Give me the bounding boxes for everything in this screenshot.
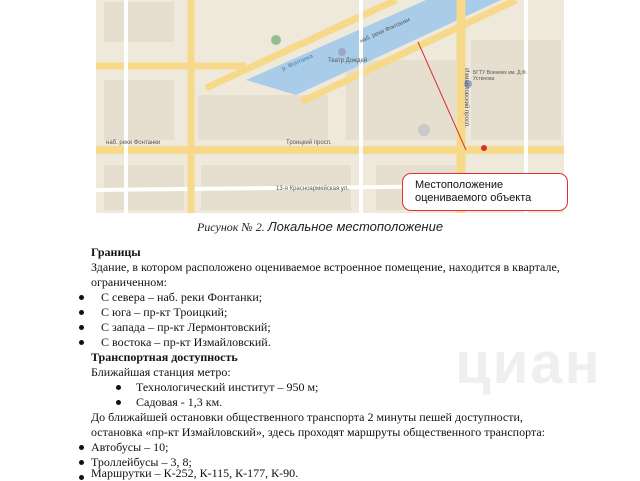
map-place-label: БГТУ Военмех им. Д.Ф. Устинова (473, 70, 528, 82)
route-item: Троллейбусы – 3, 8; (91, 455, 192, 469)
borders-intro: ограниченном: (91, 275, 167, 289)
caption-title: Локальное местоположение (267, 219, 444, 234)
route-item: Автобусы – 10; (91, 440, 169, 454)
border-item: С юга – пр-кт Троицкий; (101, 305, 228, 319)
borders-intro: Здание, в котором расположено оцениваемое встроенное помещение, находится в квартале, (91, 260, 560, 274)
callout-line: оцениваемого объекта (415, 192, 532, 204)
caption-number: Рисунок № 2. (196, 220, 265, 234)
route-item: Маршрутки – К-252, К-115, К-177, К-90. (91, 466, 299, 480)
watermark: циан (455, 331, 602, 396)
border-item: С запада – пр-кт Лермонтовский; (101, 320, 271, 334)
bullet-icon (116, 385, 121, 390)
transport-heading: Транспортная доступность (91, 350, 238, 364)
bullet-icon (79, 340, 84, 345)
bullet-icon (79, 475, 84, 480)
location-callout (402, 173, 568, 211)
bullet-icon (79, 460, 84, 465)
stop-text: До ближайшей остановки общественного транспорта 2 минуты пешей доступности, (91, 410, 523, 424)
bullet-icon (79, 310, 84, 315)
figure-caption (0, 219, 640, 235)
metro-intro: Ближайшая станция метро: (91, 365, 231, 379)
bullet-icon (79, 295, 84, 300)
bullet-icon (116, 400, 121, 405)
map-place-label: Театр Дождей (328, 58, 368, 64)
map-street-label: наб. реки Фонтанки (359, 17, 412, 45)
bullet-icon (79, 325, 84, 330)
metro-item: Технологический институт – 950 м; (136, 380, 319, 394)
border-item: С востока – пр-кт Измайловский. (101, 335, 271, 349)
map-water-label: р. Фонтанка (281, 53, 315, 73)
border-item: С севера – наб. реки Фонтанки; (101, 290, 263, 304)
metro-item: Садовая - 1,3 км. (136, 395, 223, 409)
borders-heading: Границы (91, 245, 141, 259)
bullet-icon (79, 445, 84, 450)
map-street-label: Троицкий просп. (286, 140, 332, 146)
map-street-label: Измайловский просп. (462, 68, 469, 128)
stop-text: остановка «пр-кт Измайловский», здесь проходят маршруты общественного транспорта: (91, 425, 545, 439)
map-street-label: наб. реки Фонтанки (106, 140, 161, 146)
map-street-label: 13-я Красноармейская ул. (276, 186, 349, 192)
callout-line: Местоположение (415, 179, 504, 191)
